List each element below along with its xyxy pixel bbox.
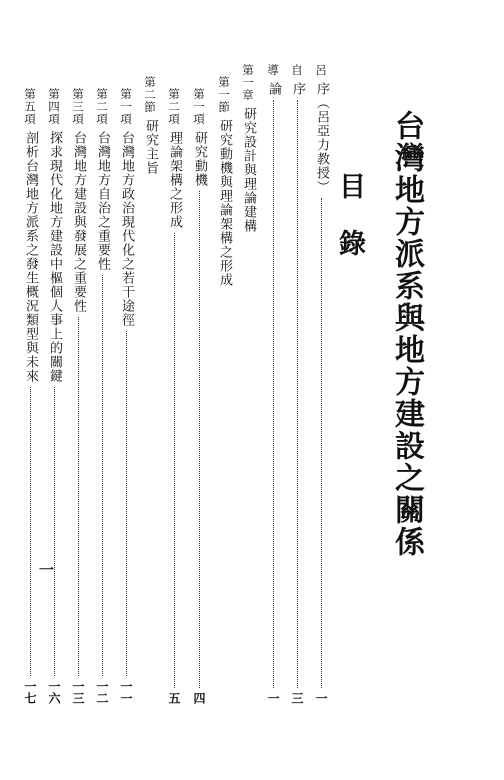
entry-label: 第一項 [119, 88, 133, 126]
entry-page-number: 一六 [47, 680, 61, 704]
entry-label: 第一項 [192, 88, 206, 126]
leader-dots [30, 387, 31, 677]
entry-title: 研究主旨 [143, 118, 158, 175]
leader-dots [126, 331, 127, 677]
entry-title: 台灣地方建設與發展之重要性 [71, 130, 86, 313]
entry-label: 第二項 [167, 88, 181, 126]
entry-label: 第二節 [143, 76, 157, 114]
entry-label: 第一章 [241, 64, 255, 102]
leader-dots [78, 317, 79, 677]
leader-dots [174, 233, 175, 689]
entry-title: 剖析台灣地方派系之發生概況類型與未來 [23, 130, 38, 383]
entry-label: 自 [290, 64, 304, 77]
entry-page-number: 四 [192, 692, 206, 704]
toc-entry-introduction [265, 64, 281, 704]
entry-label: 第一節 [217, 76, 231, 114]
entry-label: 第二項 [95, 88, 109, 126]
leader-dots [273, 100, 274, 689]
toc-entry-subsection-2-5 [22, 88, 38, 704]
entry-title: 研究設計與理論建構 [241, 106, 256, 233]
entry-label: 呂 [314, 64, 328, 77]
entry-title: 序（呂亞力教授） [314, 81, 329, 194]
entry-page-number: 一二 [95, 680, 109, 704]
toc-entry-subsection-2-4 [46, 88, 62, 704]
toc-entry-preface-author [289, 64, 305, 704]
book-title: 台灣地方派系與地方建設之關係 [389, 110, 424, 558]
toc-entry-subsection-2-2 [94, 88, 110, 704]
entry-label: 第五項 [23, 88, 37, 126]
entry-page-number: 一 [314, 692, 328, 704]
toc-entry-subsection-1-1 [191, 88, 207, 704]
entry-title: 序 [290, 81, 305, 96]
toc-entry-subsection-2-3 [70, 88, 86, 704]
entry-title: 論 [266, 81, 281, 96]
entry-title: 研究動機 [192, 130, 207, 187]
entry-page-number: 一 [266, 692, 280, 704]
entry-title: 探求現代化地方建設中樞個人事上的關鍵 [47, 130, 62, 383]
entry-page-number: 一一 [119, 680, 133, 704]
leader-dots [102, 275, 103, 677]
leader-dots [297, 100, 298, 689]
toc-entry-subsection-2-1 [118, 88, 134, 704]
toc-entry-chapter-1 [240, 64, 256, 704]
entry-page-number: 一七 [23, 680, 37, 704]
toc-heading: 目錄 [334, 172, 365, 286]
leader-dots [199, 191, 200, 689]
entry-title: 台灣地方自治之重要性 [95, 130, 110, 271]
entry-title: 理論架構之形成 [167, 130, 182, 229]
leader-dots [321, 198, 322, 689]
entry-title: 研究動機與理論架構之形成 [217, 118, 232, 287]
entry-page-number: 五 [167, 692, 181, 704]
entry-label: 第三項 [71, 88, 85, 126]
toc-entry-section-2 [142, 76, 158, 704]
toc-entry-section-1 [216, 76, 232, 704]
entry-label: 導 [266, 64, 280, 77]
entry-title: 台灣地方政治現代化之若干途徑 [119, 130, 134, 327]
toc-entry-preface-lu [313, 64, 329, 704]
page-folio: 一 [37, 562, 55, 577]
entry-page-number: 三 [290, 692, 304, 704]
toc-entry-subsection-1-2 [166, 88, 182, 704]
entry-page-number: 一三 [71, 680, 85, 704]
leader-dots [54, 387, 55, 677]
entry-label: 第四項 [47, 88, 61, 126]
